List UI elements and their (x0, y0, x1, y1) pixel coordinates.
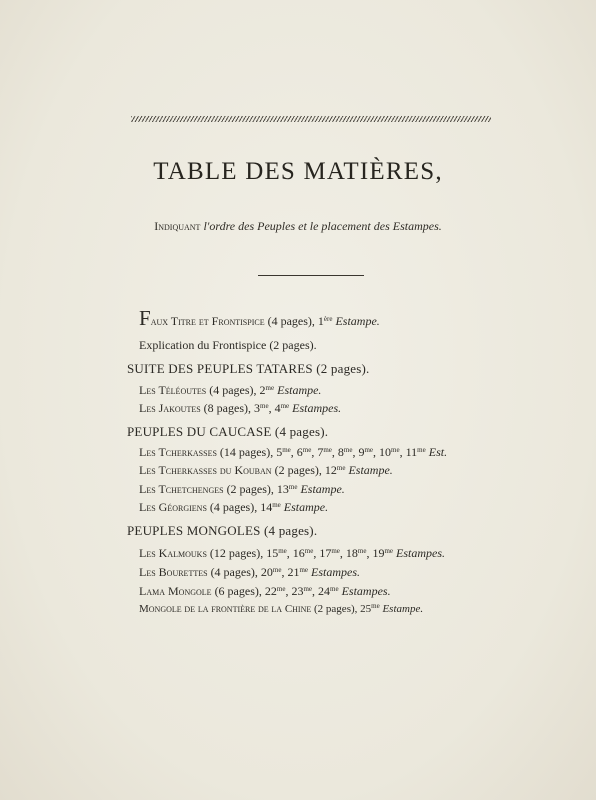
toc-plate-ordinal: me (417, 446, 426, 454)
toc-plate-label: Estampes. (292, 401, 342, 415)
toc-plate-ordinal: me (323, 446, 332, 454)
toc-section-caucase (127, 424, 328, 440)
toc-plate-number: 20 (260, 565, 273, 579)
toc-plate-number: 2 (259, 383, 266, 397)
toc-plate-label: Estampes. (341, 584, 391, 598)
toc-plate-ordinal: me (391, 446, 400, 454)
toc-plate-ordinal: me (276, 585, 286, 593)
drop-cap: F (139, 306, 151, 330)
toc-item-count: (2 pages), (274, 463, 322, 477)
toc-plate-ordinal: me (364, 446, 374, 454)
toc-item-title: Les Kalmouks (139, 546, 207, 560)
toc-plate-ordinal: me (282, 446, 291, 454)
section-title: SUITE DES PEUPLES TATARES (127, 361, 313, 376)
toc-item-title: Les Bourettes (139, 565, 208, 579)
toc-plate-label: Estampe. (300, 482, 345, 496)
toc-plate-ordinal: me (330, 585, 339, 593)
toc-item-count: (2 pages), (226, 482, 274, 496)
toc-item-explication: Explication du Frontispice (2 pages). (139, 338, 317, 352)
toc-plate-ordinal: me (299, 566, 309, 574)
toc-plate-number: 24 (318, 584, 331, 598)
toc-plate-ordinal: me (272, 501, 281, 509)
toc-plate-number: 4 (274, 401, 281, 415)
toc-item-tchetchenges (139, 482, 345, 497)
toc-section-tatares (127, 361, 370, 377)
toc-plate-number: 5 (276, 445, 283, 459)
toc-plate-ordinal: me (357, 547, 367, 555)
toc-plate-number: 19 (372, 546, 385, 560)
section-count: (2 pages). (316, 361, 370, 376)
section-count: (4 pages). (274, 424, 329, 439)
toc-plate-number: 10 (379, 445, 392, 459)
toc-plate-number: 3 (254, 401, 260, 415)
toc-item-georgiens (139, 500, 328, 515)
toc-item-count: (4 pages), (267, 314, 315, 328)
toc-item-kalmouks: Les Kalmouks (12 pages), $15^{me}$, $16^{me}$, $17^{me}$, $18^{me}$, $19^{me}$ Estampes. (139, 546, 446, 560)
toc-item-title: Mongole de la frontière de la Chine (139, 603, 312, 615)
toc-item-title: aux Titre et Frontispice (150, 314, 265, 328)
toc-plate-ordinal: me (384, 547, 394, 555)
toc-plate-number: 14 (260, 500, 273, 514)
toc-plate-ordinal: me (336, 464, 346, 472)
section-title: PEUPLES MONGOLES (127, 523, 261, 538)
toc-plate-label: Estampe. (277, 383, 322, 397)
toc-plate-label: Estampe. (283, 500, 329, 514)
toc-item-title: Les Tchetchenges (139, 482, 224, 496)
toc-plate-label: Estampe. (335, 314, 380, 328)
toc-plate-label: Estampe. (382, 603, 424, 615)
toc-plate-label: Estampes. (396, 546, 446, 560)
toc-plate-number: 22 (264, 584, 277, 598)
section-count: (4 pages). (264, 523, 318, 538)
toc-item-count: (8 pages), (203, 401, 251, 415)
toc-plate-number: 15 (266, 546, 279, 560)
toc-item-title: Les Tcherkasses du Kouban (139, 463, 272, 477)
toc-plate-label: Estampe. (348, 463, 393, 477)
toc-item-teleoutes (139, 383, 321, 398)
toc-item-title: Les Téléoutes (139, 383, 207, 397)
toc-plate-number: 23 (291, 584, 304, 598)
subtitle-lead: Indiquant (154, 219, 201, 233)
toc-item-mongole-frontiere (139, 603, 423, 615)
toc-plate-ordinal: me (302, 446, 312, 454)
toc-plate-ordinal: me (304, 547, 314, 555)
page-title: TABLE DES MATIÈRES, (153, 158, 443, 185)
toc-plate-ordinal: me (371, 602, 380, 610)
toc-item-lama-mongole: Lama Mongole (6 pages), $22^{me}$, $23^{me}$, $24^{me}$ Estampes. (139, 584, 391, 598)
toc-plate-number: 6 (296, 445, 303, 459)
toc-plate-number: 25 (360, 603, 372, 615)
toc-plate-number: 13 (276, 482, 289, 496)
toc-item-jakoutes: Les Jakoutes (8 pages), $3^{me}$, $4^{me}$ Estampes. (139, 401, 342, 415)
toc-plate-label: Estampes. (311, 565, 361, 579)
toc-item-count: (2 pages), (314, 603, 358, 615)
toc-item-title: Les Tcherkasses (139, 445, 217, 459)
toc-plate-number: 16 (292, 546, 305, 560)
toc-plate-ordinal: me (288, 483, 298, 491)
toc-plate-number: 18 (345, 546, 358, 560)
toc-plate-number: 17 (319, 546, 332, 560)
toc-plate-ordinal: me (331, 547, 340, 555)
toc-plate-ordinal: me (280, 402, 290, 410)
toc-item-title: Lama Mongole (139, 584, 212, 598)
toc-plate-label: Est. (428, 445, 448, 459)
toc-plate-ordinal: ère (323, 315, 333, 323)
toc-plate-number: 21 (287, 565, 300, 579)
toc-plate-ordinal: me (303, 585, 313, 593)
toc-item-count: (4 pages), (209, 383, 257, 397)
toc-plate-number: 1 (317, 314, 324, 328)
toc-item-tcherkasses-kouban (139, 463, 393, 478)
toc-item-title: Les Géorgiens (139, 500, 207, 514)
toc-item-title: Les Jakoutes (139, 401, 201, 415)
subtitle-rest: l'ordre des Peuples et le placement des Estampes. (203, 219, 442, 233)
toc-section-mongoles (127, 523, 317, 539)
toc-plate-number: 11 (405, 445, 418, 459)
toc-item-tcherkasses: Les Tcherkasses (14 pages), $5^{me}$, $6^{me}$, $7^{me}$, $8^{me}$, $9^{me}$, $10^{me}$, $11^{me}$ Est. (139, 445, 448, 459)
section-title: PEUPLES DU CAUCASE (127, 424, 272, 439)
toc-item-count: (12 pages), (209, 546, 264, 560)
toc-item-bourettes: Les Bourettes (4 pages), $20^{me}$, $21^{me}$ Estampes. (139, 565, 361, 579)
toc-plate-number: 8 (337, 445, 344, 459)
toc-plate-ordinal: me (272, 566, 282, 574)
toc-item-faux-titre (139, 308, 380, 329)
toc-item-count: (14 pages), (219, 445, 274, 459)
toc-plate-ordinal: me (343, 446, 353, 454)
toc-plate-ordinal: me (260, 402, 269, 410)
toc-plate-number: 12 (324, 463, 337, 477)
toc-plate-ordinal: me (265, 384, 275, 392)
toc-item-count: (6 pages), (214, 584, 262, 598)
toc-plate-ordinal: me (278, 547, 287, 555)
toc-plate-number: 7 (317, 445, 324, 459)
toc-plate-number: 9 (358, 445, 365, 459)
toc-item-count: (4 pages), (210, 565, 258, 579)
toc-item-count: (4 pages), (209, 500, 258, 514)
